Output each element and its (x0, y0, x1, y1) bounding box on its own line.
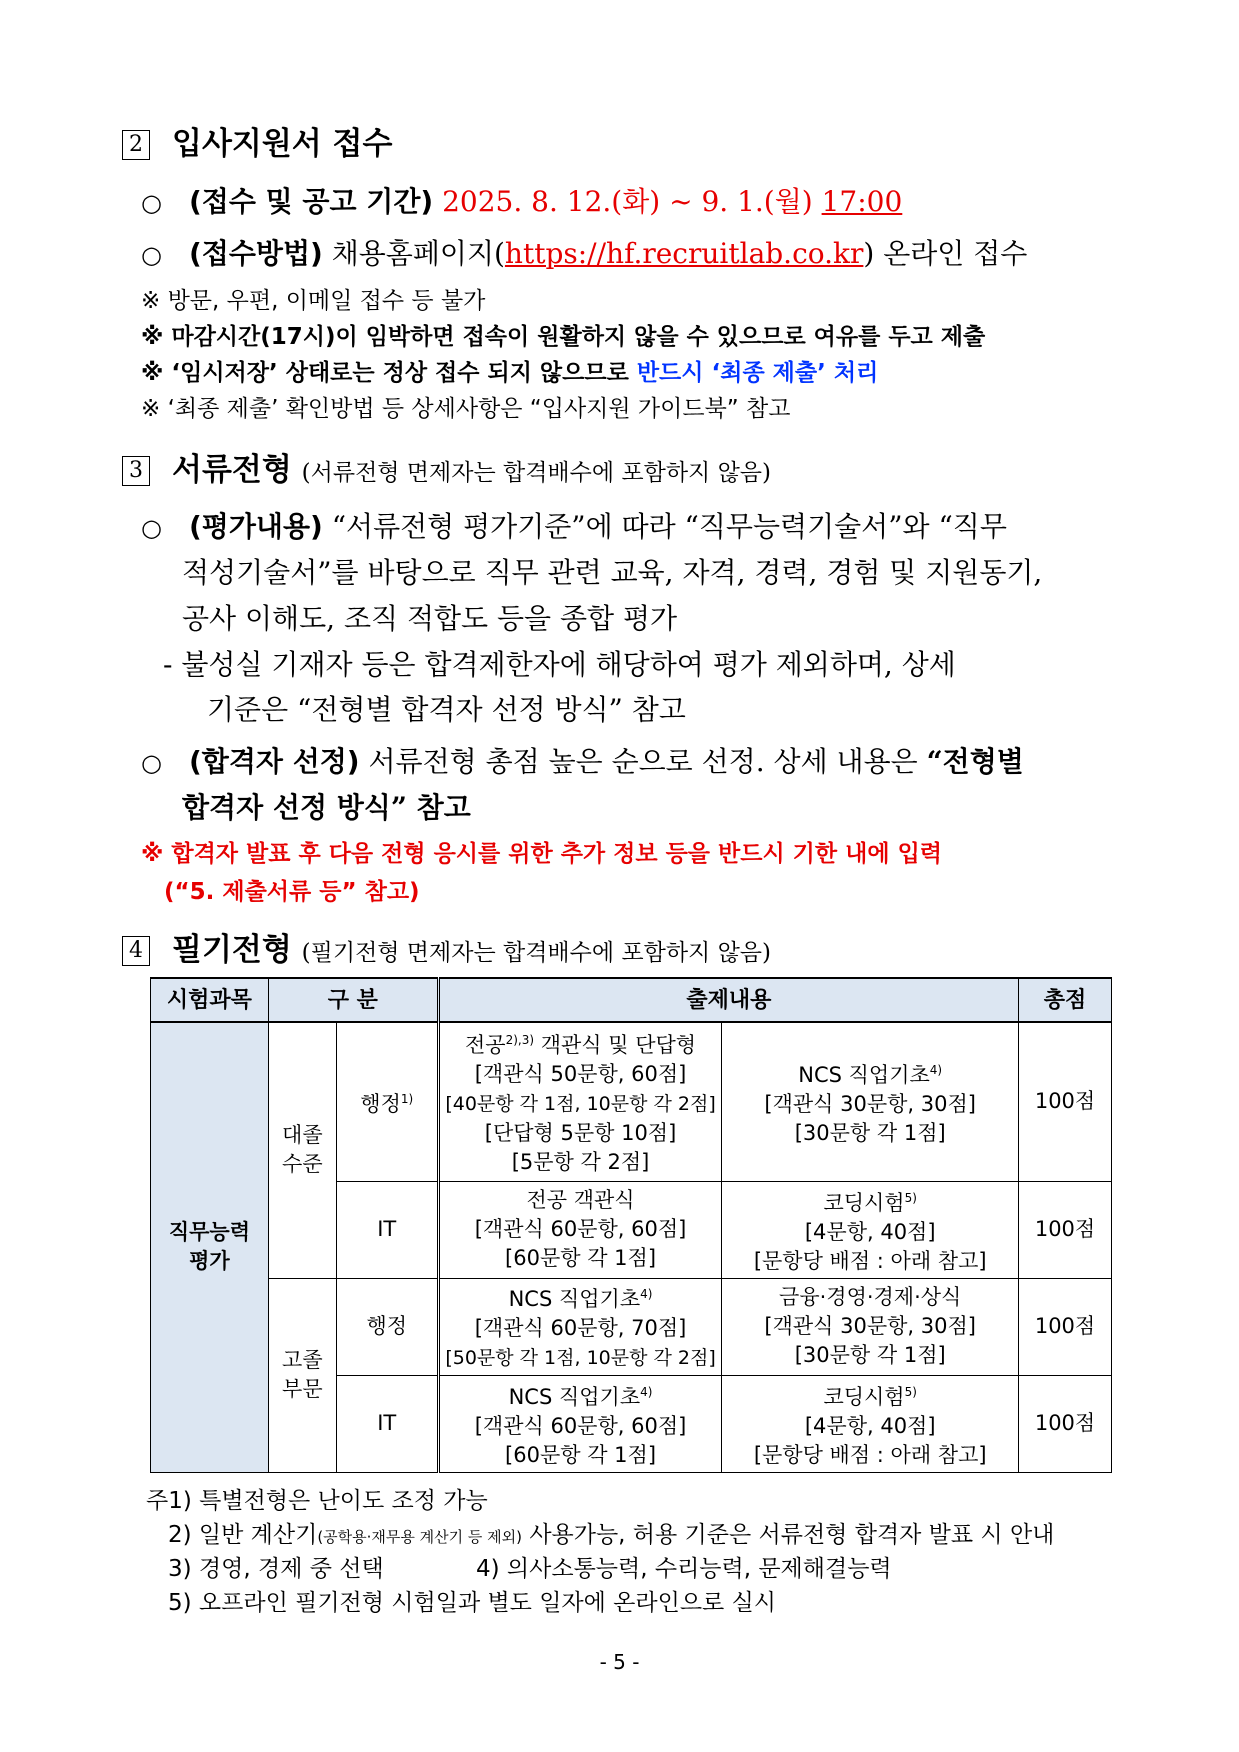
written-exam-table (150, 977, 1112, 1473)
bullet-circle: ○ (141, 189, 162, 217)
table-header-row (151, 978, 1112, 1022)
section-2-heading (122, 118, 392, 163)
bullet-eval (141, 505, 1007, 545)
footnote-1: 주1) 특별전형은 난이도 조정 가능 (146, 1488, 488, 1514)
bullet-method (141, 232, 1027, 272)
type-admin: 행정$^{1)}$ (336, 1022, 438, 1181)
section-paren: (서류전형 면제자는 합격배수에 포함하지 않음) (301, 460, 771, 486)
section-number-box: 2 (122, 130, 150, 160)
red-note-line-1: ※ 합격자 발표 후 다음 전형 응시를 위한 추가 정보 등을 반드시 기한 내에 입력 (141, 841, 943, 867)
content-coding: 코딩시험$^{5)}$ [4문항, 40점] [문항당 배점 : 아래 참고] (722, 1375, 1019, 1472)
bullet-selection (141, 740, 1024, 780)
table-row (151, 1022, 1112, 1181)
section-title: 필기전형 (172, 932, 292, 968)
selection-line-2: 합격자 선정 방식” 참고 (182, 791, 471, 824)
eval-line-1: “서류전형 평가기준”에 따라 “직무능력기술서”와 “직무 (331, 510, 1007, 543)
section-3-heading (122, 444, 771, 489)
note-2: ※ 마감시간(17시)이 임박하면 접속이 원활하지 않을 수 있으므로 여유를 두고 제출 (141, 324, 986, 350)
selection-line-1: 서류전형 총점 높은 순으로 선정. 상세 내용은 (368, 745, 918, 778)
method-label: (접수방법) (189, 237, 323, 270)
header-category: 구 분 (268, 978, 438, 1022)
total-cell: 100점 (1019, 1278, 1112, 1375)
note-4: ※ ‘최종 제출’ 확인방법 등 상세사항은 “입사지원 가이드북” 참고 (141, 396, 791, 422)
note-3-text: ※ ‘임시저장’ 상태로는 정상 접수 되지 않으므로 (141, 360, 629, 386)
section-number-box: 3 (122, 456, 150, 486)
bullet-period (141, 180, 902, 220)
type-admin: 행정 (336, 1278, 438, 1375)
bullet-circle: ○ (141, 241, 162, 269)
footnote-3: 3) 경영, 경제 중 선택 (168, 1556, 384, 1582)
footnote-5: 5) 오프라인 필기전형 시험일과 별도 일자에 온라인으로 실시 (168, 1590, 777, 1616)
bullet-circle: ○ (141, 749, 162, 777)
header-subject: 시험과목 (151, 978, 269, 1022)
section-number-box: 4 (122, 936, 150, 966)
section-4-heading (122, 924, 771, 969)
eval-line-2: 적성기술서”를 바탕으로 직무 관련 교육, 자격, 경력, 경험 및 지원동기, (182, 556, 1043, 589)
content-major: 전공$^{2),3)}$ 객관식 및 단답형 [객관식 50문항, 60점] [40문항 각 1점, 10문항 각 2점] [단답형 5문항 10점] [5문항 각 2점] (438, 1022, 722, 1181)
method-post: ) 온라인 접수 (863, 237, 1028, 270)
total-cell: 100점 (1019, 1181, 1112, 1278)
period-time: 17:00 (821, 185, 903, 218)
period-value: 2025. 8. 12.(화) ~ 9. 1.(월) (442, 185, 813, 218)
page-number: - 5 - (599, 1650, 640, 1674)
content-ncs: NCS 직업기초$^{4)}$ [객관식 60문항, 70점] [50문항 각 1점, 10문항 각 2점] (438, 1278, 722, 1375)
header-total: 총점 (1019, 978, 1112, 1022)
content-major: 전공 객관식 [객관식 60문항, 60점] [60문항 각 1점] (438, 1181, 722, 1278)
type-it: IT (336, 1181, 438, 1278)
footnote-4: 4) 의사소통능력, 수리능력, 문제해결능력 (476, 1556, 892, 1582)
table-row (151, 1278, 1112, 1375)
group-highschool: 고졸 부문 (268, 1278, 336, 1472)
recruit-url-link[interactable]: https://hf.recruitlab.co.kr (504, 237, 864, 270)
note-3 (141, 354, 878, 387)
content-ncs: NCS 직업기초$^{4)}$ [객관식 30문항, 30점] [30문항 각 1점] (722, 1022, 1019, 1181)
header-content: 출제내용 (438, 978, 1018, 1022)
content-finance: 금융·경영·경제·상식 [객관식 30문항, 30점] [30문항 각 1점] (722, 1278, 1019, 1375)
dash-line-1: - 불성실 기재자 등은 합격제한자에 해당하여 평가 제외하며, 상세 (163, 648, 956, 681)
section-title: 입사지원서 접수 (172, 126, 393, 162)
type-it: IT (336, 1375, 438, 1472)
dash-line-2: 기준은 “전형별 합격자 선정 방식” 참고 (207, 693, 686, 726)
note-1: ※ 방문, 우편, 이메일 접수 등 불가 (141, 288, 486, 314)
eval-line-3: 공사 이해도, 조직 적합도 등을 종합 평가 (182, 602, 678, 635)
red-note-line-2: (“5. 제출서류 등” 참고) (164, 879, 420, 905)
section-paren: (필기전형 면제자는 합격배수에 포함하지 않음) (301, 940, 771, 966)
total-cell: 100점 (1019, 1375, 1112, 1472)
bullet-circle: ○ (141, 514, 162, 542)
selection-line-1-bold: “전형별 (926, 745, 1024, 778)
subject-cell: 직무능력 평가 (151, 1022, 269, 1472)
eval-label: (평가내용) (189, 510, 323, 543)
content-coding: 코딩시험$^{5)}$ [4문항, 40점] [문항당 배점 : 아래 참고] (722, 1181, 1019, 1278)
section-title: 서류전형 (172, 452, 292, 488)
content-ncs: NCS 직업기초$^{4)}$ [객관식 60문항, 60점] [60문항 각 1점] (438, 1375, 722, 1472)
footnote-2: 2) 일반 계산기(공학용·재무용 계산기 등 제외) 사용가능, 허용 기준은 서류전형 합격자 발표 시 안내 (168, 1522, 1055, 1548)
selection-label: (합격자 선정) (189, 745, 360, 778)
group-university: 대졸 수준 (268, 1022, 336, 1278)
total-cell: 100점 (1019, 1022, 1112, 1181)
note-3-highlight: 반드시 ‘최종 제출’ 처리 (636, 360, 879, 386)
method-pre: 채용홈페이지( (331, 237, 505, 270)
period-label: (접수 및 공고 기간) (189, 185, 434, 218)
